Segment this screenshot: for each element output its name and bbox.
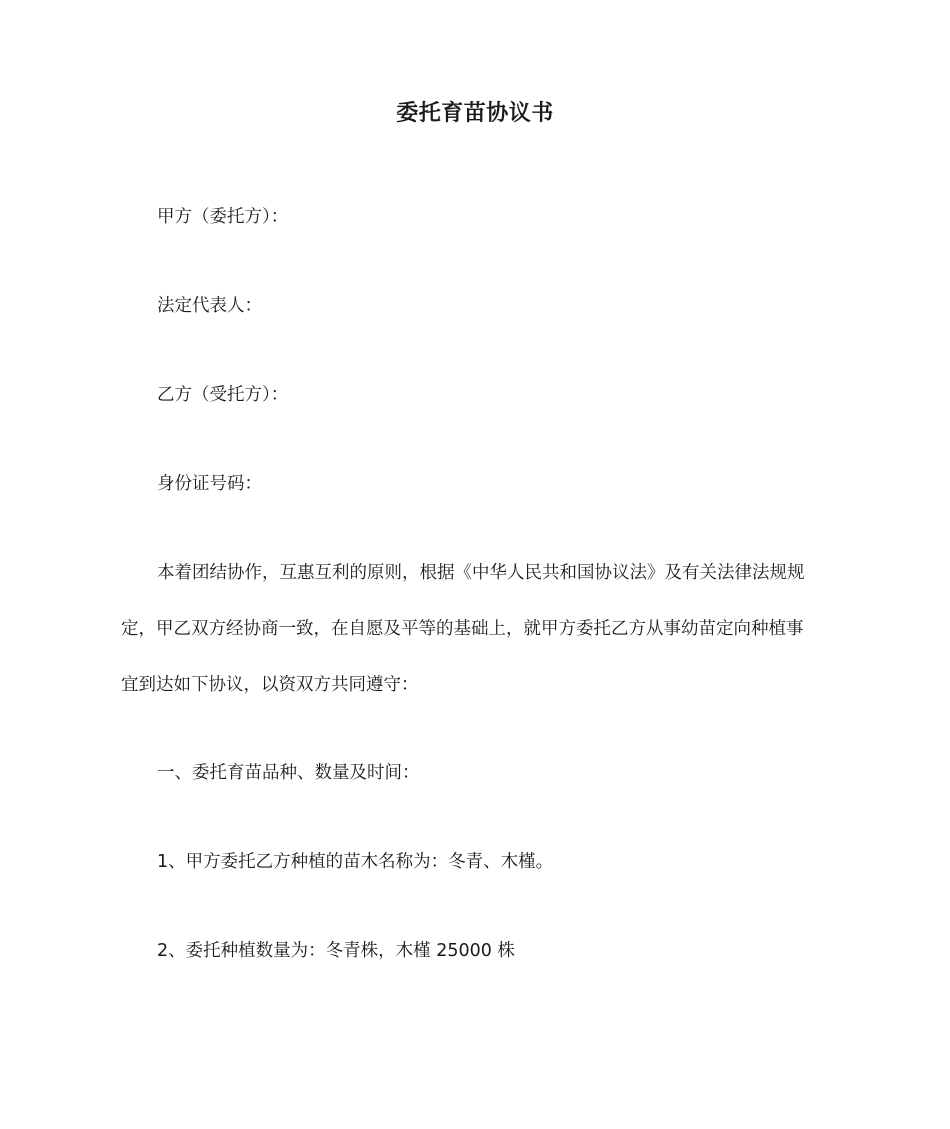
section-1-heading: 一、委托育苗品种、数量及时间： bbox=[157, 763, 420, 783]
legal-representative-label: 法定代表人： bbox=[157, 296, 262, 316]
clause-1-1: 1、甲方委托乙方种植的苗木名称为：冬青、木槿。 bbox=[157, 852, 554, 872]
preamble-line-2: 定，甲乙双方经协商一致，在自愿及平等的基础上，就甲方委托乙方从事幼苗定向种植事 bbox=[121, 619, 804, 639]
preamble-line-1: 本着团结协作，互惠互利的原则，根据《中华人民共和国协议法》及有关法律法规规 bbox=[157, 563, 805, 583]
preamble-line-3: 宜到达如下协议，以资双方共同遵守： bbox=[121, 675, 419, 695]
party-b-label: 乙方（受托方）： bbox=[157, 385, 289, 405]
id-number-label: 身份证号码： bbox=[157, 474, 262, 494]
clause-1-2: 2、委托种植数量为：冬青株，木槿 25000 株 bbox=[157, 941, 515, 961]
party-a-label: 甲方（委托方）： bbox=[157, 207, 289, 227]
document-title: 委托育苗协议书 bbox=[396, 101, 554, 126]
